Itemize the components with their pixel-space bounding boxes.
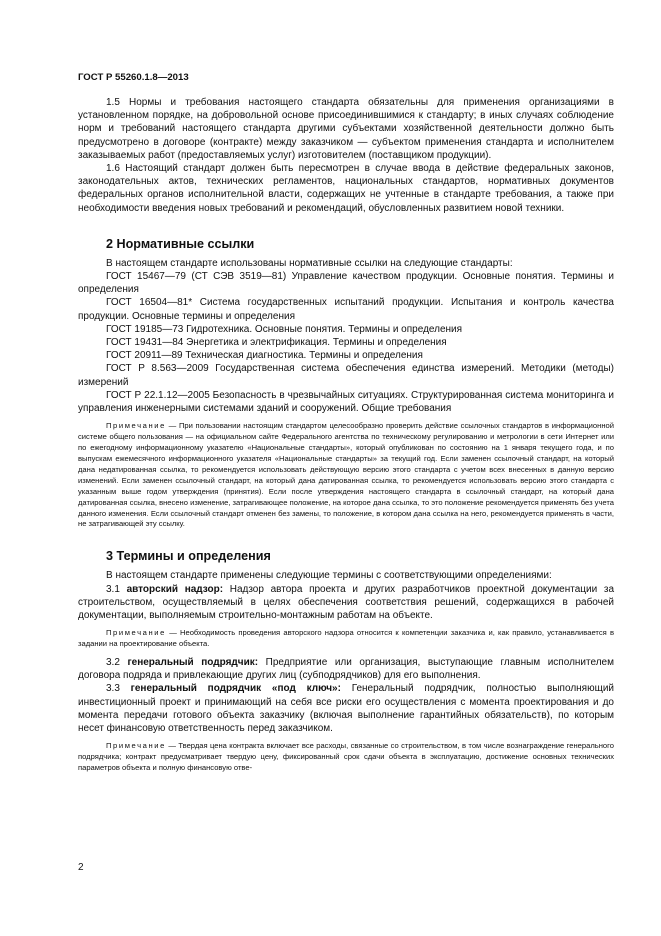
reference-item: ГОСТ 15467—79 (СТ СЭВ 3519—81) Управление качеством продукции. Основные понятия. Термины и определения <box>78 271 614 296</box>
paragraph-1-5: 1.5 Нормы и требования настоящего стандарта обязательны для применения организациями в установленном порядке, на добровольной основе присоединившимися к стандарту; в иных случаях соблюдение норм и требований настоящего стандарта другими субъектами хозяйственной деятельности должно быть предусмотрено в договоре (контракте) между заказчиком — субъектом применения стандарта и исполнителем заказываемых работ (предоставляемых услуг) изготовителем (поставщиком продукции). <box>78 97 614 161</box>
page-number: 2 <box>78 862 84 873</box>
term-title: генеральный подрядчик «под ключ»: <box>130 683 341 695</box>
term-definition: Генеральный подрядчик, полностью выполняющий инвестиционный проект и принимающий на себя все риски его осуществления с момента проектирования и до момента передачи готового объекта заказчику (включая выполнение гарантийных обязательств), по которым несет финансовую ответственность перед заказчиком. <box>78 683 614 734</box>
term-title: генеральный подрядчик: <box>127 656 259 668</box>
reference-item: ГОСТ 20911—89 Техническая диагностика. Термины и определения <box>106 350 423 362</box>
reference-item: ГОСТ 19185—73 Гидротехника. Основные понятия. Термины и определения <box>106 323 463 335</box>
section-3-intro: В настоящем стандарте применены следующие термины с соответствующими определениями: <box>106 570 552 582</box>
paragraph-1-6: 1.6 Настоящий стандарт должен быть пересмотрен в случае ввода в действие федеральных законов, законодательных актов, технических регламентов, национальных стандартов, нормативных документов федеральных органов исполнительной власти, содержащих не учтенные в стандарте требования, а также при необходимости введения новых требований и рекомендаций, обусловленных развитием новой техники. <box>78 163 614 214</box>
term-3-3 <box>78 682 614 735</box>
document-header: ГОСТ Р 55260.1.8—2013 <box>78 72 189 83</box>
term-3-1-note <box>78 628 614 650</box>
reference-item: ГОСТ Р 8.563—2009 Государственная система обеспечения единства измерений. Методики (методы) измерений <box>78 363 614 388</box>
section-2-heading: 2 Нормативные ссылки <box>106 236 255 251</box>
term-title: авторский надзор: <box>126 583 224 595</box>
note-text: — При пользовании настоящим стандартом целесообразно проверить действие ссылочных стандартов в информационной системе общего пользования — на официальном сайте Федерального агентства по техническому регулированию и метрологии в сети Интернет или по ежегодному информационному указателю «Национальные стандарты», который опубликован по состоянию на 1 января текущего года, и по выпускам ежемесячного информационного указателя «Национальные стандарты» за текущий год. Если заменен ссылочный стандарт, на который дана недатированная ссылка, то рекомендуется использовать действующую версию этого стандарта с учетом всех внесенных в данную версию изменений. Если заменен ссылочный стандарт, на который дана датированная ссылка, то рекомендуется использовать версию этого стандарта с указанным выше годом утверждения (принятия). Если после утверждения настоящего стандарта в ссылочный стандарт, на который дана датированная ссылка, внесено изменение, затрагивающее положение, на которое дана ссылка, то это положение рекомендуется применять без учета данного изменения. Если ссылочный стандарт отменен без замены, то положение, в котором дана ссылка на него, рекомендуется применять в части, не затрагивающей эту ссылку. <box>78 421 614 529</box>
note-text: — Необходимость проведения авторского надзора относится к компетенции заказчика и, как правило, устанавливается в задании на проектирование объекта. <box>78 628 614 649</box>
reference-item: ГОСТ Р 22.1.12—2005 Безопасность в чрезвычайных ситуациях. Структурированная система мониторинга и управления инженерными системами зданий и сооружений. Общие требования <box>78 389 614 415</box>
reference-item: ГОСТ 19431—84 Энергетика и электрификация. Термины и определения <box>106 337 447 349</box>
note-label: Примечание <box>106 628 166 638</box>
term-number: 3.1 <box>106 583 120 595</box>
term-3-1 <box>78 583 614 623</box>
section-3-heading: 3 Термины и определения <box>106 549 271 564</box>
term-number: 3.3 <box>106 683 120 695</box>
term-3-2 <box>78 656 614 682</box>
term-3-3-note <box>78 741 614 774</box>
section-2-intro: В настоящем стандарте использованы нормативные ссылки на следующие стандарты: <box>106 257 513 269</box>
note-text: — Твердая цена контракта включает все расходы, связанные со строительством, в том числе вознаграждение генерального подрядчика; контракт предусматривает твердую цену, фиксированный срок сдачи объекта в эксплуатацию, достижение основных технических параметров объекта и полную финансовую отве- <box>78 741 614 772</box>
reference-item: ГОСТ 16504—81* Система государственных испытаний продукции. Испытания и контроль качества продукции. Основные термины и определения <box>78 297 614 322</box>
page-content <box>78 96 614 774</box>
note-label: Примечание <box>106 421 166 431</box>
note-label: Примечание <box>106 741 166 751</box>
section-2-note <box>78 421 614 530</box>
term-definition: Предприятие или организация, выступающие главным исполнителем договора подряда и привлекающие других лиц (субподрядчиков) для его выполнения. <box>78 656 614 682</box>
term-definition: Надзор автора проекта и других разработчиков проектной документации за строительством, осуществляемый в целях обеспечения соответствия решений, содержащихся в рабочей документации, выполняемым строительно-монтажным работам на объекте. <box>78 583 615 621</box>
term-number: 3.2 <box>106 656 120 668</box>
